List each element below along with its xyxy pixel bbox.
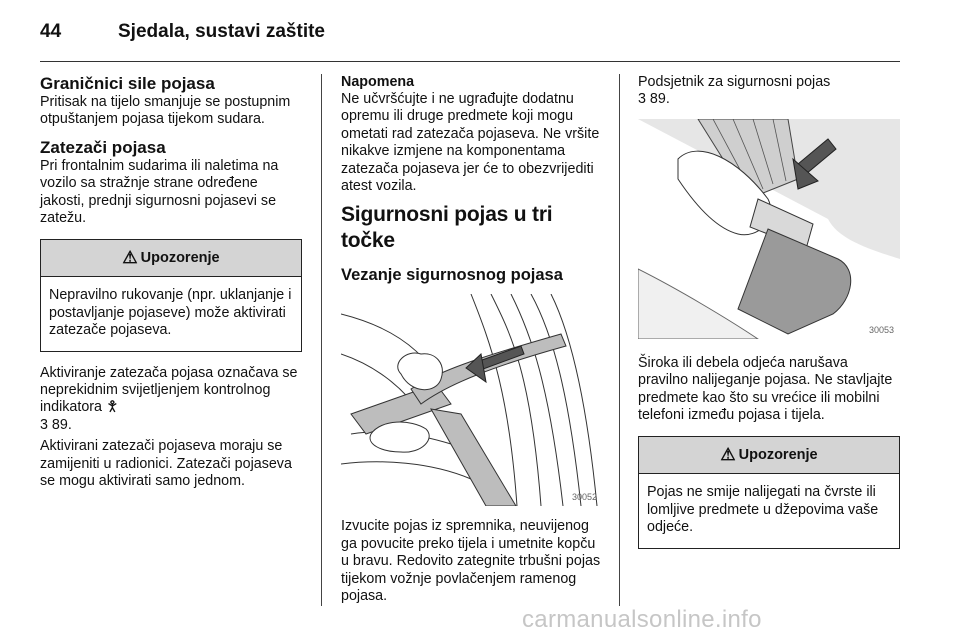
figure-code: 30052 bbox=[571, 492, 597, 503]
page-reference[interactable]: 3 89. bbox=[638, 91, 670, 108]
paragraph-force-limiters: Pritisak na tijelo smanjuje se postupnim otpuštanjem pojasa tijekom sudara. bbox=[40, 94, 291, 128]
warning-header bbox=[639, 437, 899, 474]
illustration-fasten-belt bbox=[341, 294, 603, 506]
paragraph-replacement: Aktivirani zatezači pojaseva moraju se zamijeniti u radionici. Zatezači pojaseva se mogu aktivirati samo jednom. bbox=[40, 438, 292, 490]
figure-buckle bbox=[638, 119, 900, 339]
heading-pretensioners: Zatezači pojasa bbox=[40, 137, 166, 157]
page-header bbox=[40, 14, 325, 50]
figure-fastening-belt bbox=[341, 294, 603, 506]
note-body: Ne učvršćujte i ne ugrađujte dodatnu opremu ili druge predmete koji mogu ometati rad zatezača pojaseva. Ne vršite nikakve izmjene na komponentama zatezača pojaseva jer će to obezvrijediti atest vozila. bbox=[341, 91, 600, 195]
heading-force-limiters: Graničnici sile pojasa bbox=[40, 74, 215, 93]
column-divider-2 bbox=[619, 74, 620, 606]
warning-box bbox=[40, 239, 302, 351]
reminder-text: Podsjetnik za sigurnosni pojas bbox=[638, 74, 831, 90]
paragraph-clothing: Široka ili debela odjeća narušava pravilno nalijeganje pojasa. Ne stavljajte predmete kao što su vrećice ili mobilni telefoni između pojasa i tijela. bbox=[638, 354, 893, 424]
column-divider-1 bbox=[321, 74, 322, 606]
watermark: carmanualsonline.info bbox=[522, 606, 762, 633]
warning-text: Pojas ne smije nalijegati na čvrste ili lomljive predmete u džepovima vaše odjeće. bbox=[647, 484, 879, 536]
note-title: Napomena bbox=[341, 74, 415, 90]
paragraph-reminder bbox=[638, 74, 900, 109]
illustration-buckle bbox=[638, 119, 900, 339]
chapter-title: Sjedala, sustavi zaštite bbox=[118, 21, 325, 42]
warning-icon: ⚠ bbox=[122, 248, 138, 268]
warning-text: Nepravilno rukovanje (npr. uklanjanje i postavljanje pojaseve) može aktivirati zatezače pojaseva. bbox=[49, 287, 292, 339]
warning-title: Upozorenje bbox=[140, 250, 220, 267]
figure-code: 30053 bbox=[868, 324, 894, 335]
column-3 bbox=[638, 74, 900, 549]
warning-title: Upozorenje bbox=[738, 447, 818, 464]
activation-text: Aktiviranje zatezača pojasa označava se neprekidnim svijetljenjem kontrolnog indikatora bbox=[40, 364, 298, 416]
paragraph-activation bbox=[40, 365, 302, 435]
warning-icon: ⚠ bbox=[720, 445, 736, 465]
heading-three-point-belt: Sigurnosni pojas u tri točke bbox=[341, 203, 553, 253]
paragraph-fastening: Izvucite pojas iz spremnika, neuvijenog ga povucite preko tijela i umetnite kopču u bravu. Redovito zategnite trbušni pojas tijekom vožnje povlačenjem ramenog pojasa. bbox=[341, 518, 601, 605]
paragraph-pretensioners: Pri frontalnim sudarima ili naletima na vozilo sa stražnje strane određene jakosti, prednji sigurnosni pojasevi se zatežu. bbox=[40, 157, 279, 227]
page-number: 44 bbox=[40, 21, 62, 42]
seatbelt-indicator-icon: 🯆 bbox=[105, 399, 119, 416]
column-2 bbox=[341, 74, 603, 605]
warning-header bbox=[41, 240, 301, 277]
page-reference[interactable]: 3 89. bbox=[40, 416, 72, 433]
column-1 bbox=[40, 74, 302, 491]
header-divider bbox=[40, 61, 900, 62]
heading-fastening-belt: Vezanje sigurnosnog pojasa bbox=[341, 266, 563, 285]
warning-box bbox=[638, 436, 900, 548]
